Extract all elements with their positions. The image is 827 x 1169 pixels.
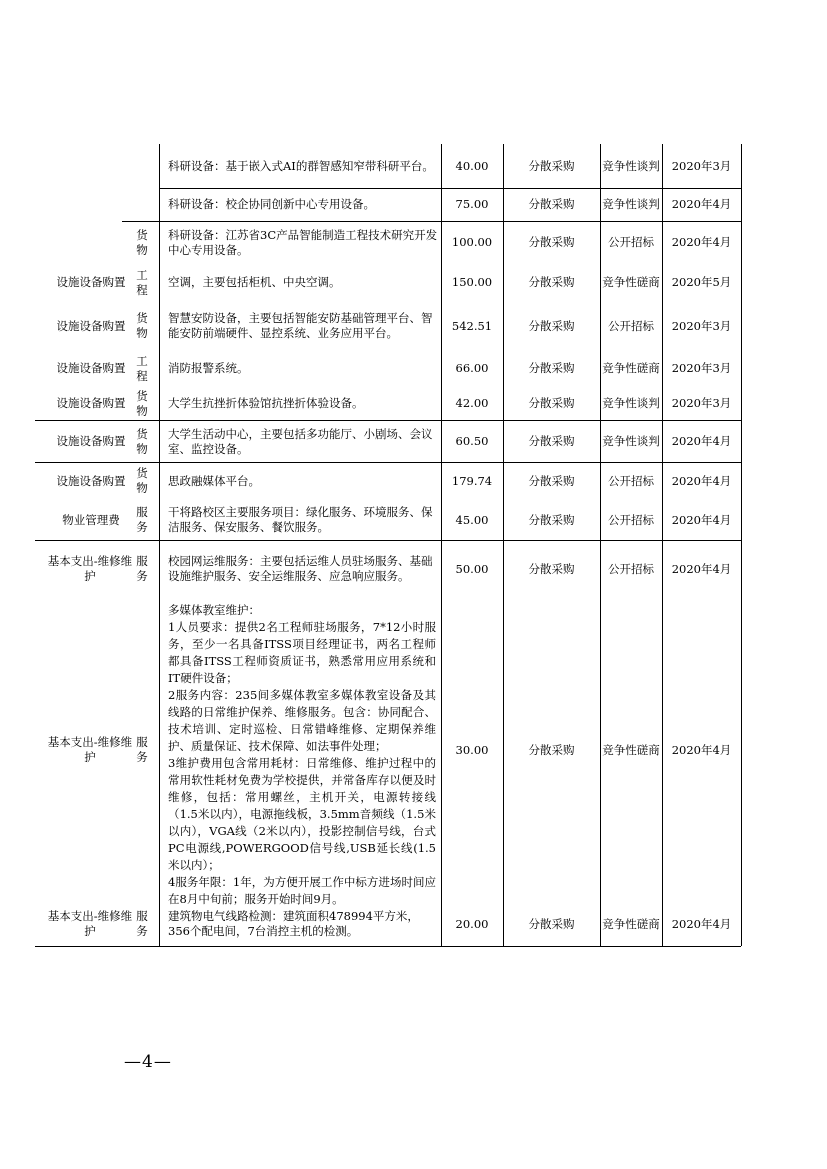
procurement-method-cell: 竞争性磋商 xyxy=(602,742,660,757)
category-char: 程 xyxy=(136,368,148,383)
category-char: 务 xyxy=(136,750,148,764)
procurement-method-cell: 公开招标 xyxy=(608,473,654,488)
table-row xyxy=(0,421,827,462)
procurement-org-cell: 分散采购 xyxy=(528,512,575,527)
category-char: 物 xyxy=(136,481,148,495)
procurement-method-cell: 竞争性谈判 xyxy=(602,396,660,410)
category-cell xyxy=(128,145,156,188)
project-name-cell: 设施设备购置 xyxy=(56,318,126,333)
amount-cell: 30.00 xyxy=(455,742,489,757)
time-cell: 2020年3月 xyxy=(671,159,732,173)
procurement-method-cell: 公开招标 xyxy=(608,318,654,333)
table-row xyxy=(0,145,827,188)
item-description-cell: 消防报警系统。 xyxy=(168,361,249,375)
category-char: 货 xyxy=(136,426,148,441)
time-cell: 2020年3月 xyxy=(671,396,732,410)
procurement-org-cell: 分散采购 xyxy=(528,318,575,333)
amount-cell: 66.00 xyxy=(455,361,489,375)
grid-line xyxy=(35,946,741,947)
page-number: —4— xyxy=(124,1052,172,1072)
table-row xyxy=(0,546,827,592)
category-char: 工 xyxy=(136,267,148,282)
project-name-cell: 基本支出-维修维护 xyxy=(47,554,133,583)
category-char: 务 xyxy=(136,520,148,534)
category-cell xyxy=(128,421,156,462)
category-char: 务 xyxy=(136,569,148,583)
amount-cell: 100.00 xyxy=(451,235,493,249)
project-name-cell: 设施设备购置 xyxy=(56,434,126,448)
table-row xyxy=(0,264,827,301)
category-cell xyxy=(128,264,156,301)
category-cell xyxy=(128,352,156,385)
item-description-cell: 校园网运维服务：主要包括运维人员驻场服务、基础设施维护服务、安全运维服务、应急响应服务。 xyxy=(168,554,433,583)
amount-cell: 150.00 xyxy=(451,275,493,289)
time-cell: 2020年4月 xyxy=(671,197,732,211)
amount-cell: 50.00 xyxy=(455,561,489,576)
item-description-cell: 干将路校区主要服务项目：绿化服务、环境服务、保洁服务、保安服务、餐饮服务。 xyxy=(168,505,433,534)
table-row xyxy=(0,303,827,349)
description-line: 3维护费用包含常用耗材：日常维修、维护过程中的常用软性耗材免费为学校提供，并常备库存以便及时维修，包括：常用螺丝，主机开关，电源转接线（1.5米以内），电源拖线板，3.5mm音频线（1.5米以内），VGA线（2米以内），投影控制信号线，台式PC电源线,POWERGOOD信号线,USB延长线(1.5米以内）； xyxy=(168,756,436,872)
procurement-method-cell: 竞争性谈判 xyxy=(602,434,660,448)
category-char: 物 xyxy=(136,441,148,456)
project-name-cell: 设施设备购置 xyxy=(56,275,126,289)
procurement-org-cell: 分散采购 xyxy=(528,561,575,576)
multimedia-maintenance-description xyxy=(168,602,436,908)
table-row xyxy=(0,500,827,540)
category-char: 服 xyxy=(136,735,148,749)
project-name-cell: 基本支出-维修维护 xyxy=(47,735,133,764)
procurement-method-cell: 公开招标 xyxy=(608,235,654,249)
project-name-cell: 设施设备购置 xyxy=(56,396,126,410)
procurement-org-cell: 分散采购 xyxy=(528,742,575,757)
category-char: 服 xyxy=(136,554,148,568)
time-cell: 2020年5月 xyxy=(671,275,732,289)
procurement-org-cell: 分散采购 xyxy=(528,473,575,488)
category-cell xyxy=(128,600,156,900)
description-line: 多媒体教室维护： xyxy=(168,603,260,617)
category-char: 物 xyxy=(136,403,148,418)
time-cell: 2020年4月 xyxy=(671,742,732,757)
procurement-org-cell: 分散采购 xyxy=(528,916,575,931)
project-name-cell: 设施设备购置 xyxy=(56,473,126,488)
amount-cell: 42.00 xyxy=(455,396,489,410)
category-char: 服 xyxy=(136,505,148,519)
procurement-org-cell: 分散采购 xyxy=(528,396,575,410)
project-name-cell: 设施设备购置 xyxy=(56,361,126,375)
description-line: 1人员要求：提供2名工程师驻场服务，7*12小时服务，至少一名具备ITSS项目经理证书，两名工程师都具备ITSS工程师资质证书，熟悉常用应用系统和IT硬件设备； xyxy=(168,620,436,685)
table-row xyxy=(0,387,827,420)
amount-cell: 45.00 xyxy=(455,512,489,527)
category-char: 货 xyxy=(136,388,148,403)
category-char: 货 xyxy=(136,466,148,480)
category-cell xyxy=(128,188,156,221)
amount-cell: 179.74 xyxy=(451,473,493,488)
table-row xyxy=(0,188,827,221)
category-char: 服 xyxy=(136,909,148,923)
amount-cell: 20.00 xyxy=(455,916,489,931)
time-cell: 2020年4月 xyxy=(671,473,732,488)
item-description-cell: 大学生活动中心，主要包括多功能厅、小剧场、会议室、监控设备。 xyxy=(168,426,433,456)
time-cell: 2020年3月 xyxy=(671,318,732,333)
category-cell xyxy=(128,303,156,349)
category-char: 程 xyxy=(136,282,148,297)
item-description-cell: 科研设备：校企协同创新中心专用设备。 xyxy=(168,197,375,211)
procurement-method-cell: 竞争性磋商 xyxy=(602,361,660,375)
item-description-cell: 大学生抗挫折体验馆抗挫折体验设备。 xyxy=(168,396,364,410)
table-row xyxy=(0,352,827,385)
category-cell xyxy=(128,387,156,420)
amount-cell: 40.00 xyxy=(455,159,489,173)
item-description-cell: 思政融媒体平台。 xyxy=(168,473,260,488)
category-cell xyxy=(128,500,156,540)
procurement-org-cell: 分散采购 xyxy=(528,275,575,289)
procurement-method-cell: 公开招标 xyxy=(608,512,654,527)
category-char: 货 xyxy=(136,311,148,325)
amount-cell: 75.00 xyxy=(455,197,489,211)
procurement-method-cell: 竞争性磋商 xyxy=(602,275,660,289)
project-name-cell: 基本支出-维修维护 xyxy=(47,909,133,938)
item-description-cell: 空调，主要包括柜机、中央空调。 xyxy=(168,275,341,289)
procurement-method-cell: 公开招标 xyxy=(608,561,654,576)
category-cell xyxy=(128,902,156,946)
procurement-org-cell: 分散采购 xyxy=(528,361,575,375)
procurement-org-cell: 分散采购 xyxy=(528,197,575,211)
time-cell: 2020年4月 xyxy=(671,561,732,576)
category-char: 物 xyxy=(136,242,148,257)
item-description-cell: 科研设备：江苏省3C产品智能制造工程技术研究开发中心专用设备。 xyxy=(168,227,438,257)
description-line: 4服务年限：1年，为方便开展工作中标方进场时间应在8月中旬前；服务开始时间9月。 xyxy=(168,875,436,906)
time-cell: 2020年4月 xyxy=(671,434,732,448)
category-cell xyxy=(128,546,156,592)
item-description-cell: 科研设备：基于嵌入式AI的群智感知窄带科研平台。 xyxy=(168,159,434,173)
category-cell xyxy=(128,463,156,499)
time-cell: 2020年4月 xyxy=(671,916,732,931)
amount-cell: 542.51 xyxy=(451,318,493,333)
table-row xyxy=(0,463,827,499)
table-row xyxy=(0,902,827,946)
category-char: 货 xyxy=(136,227,148,242)
category-char: 工 xyxy=(136,353,148,368)
time-cell: 2020年3月 xyxy=(671,361,732,375)
project-name-cell: 物业管理费 xyxy=(62,512,120,527)
table-row xyxy=(0,221,827,264)
procurement-method-cell: 竞争性谈判 xyxy=(602,159,660,173)
time-cell: 2020年4月 xyxy=(671,512,732,527)
category-char: 务 xyxy=(136,924,148,938)
procurement-org-cell: 分散采购 xyxy=(528,159,575,173)
grid-line xyxy=(35,540,741,541)
category-cell xyxy=(128,221,156,264)
item-description-cell: 建筑物电气线路检测：建筑面积478994平方米，356个配电间，7台消控主机的检测。 xyxy=(168,909,419,938)
procurement-method-cell: 竞争性磋商 xyxy=(602,916,660,931)
procurement-method-cell: 竞争性谈判 xyxy=(602,197,660,211)
category-char: 物 xyxy=(136,326,148,340)
item-description-cell: 智慧安防设备，主要包括智能安防基础管理平台、智能安防前端硬件、显控系统、业务应用平台。 xyxy=(168,311,433,340)
procurement-org-cell: 分散采购 xyxy=(528,235,575,249)
description-line: 2服务内容：235间多媒体教室多媒体教室设备及其线路的日常维护保养、维修服务。包含：协同配合、技术培训、定时巡检、日常错峰维修、定期保养维护、质量保证、技术保障、如法事件处理； xyxy=(168,688,436,753)
time-cell: 2020年4月 xyxy=(671,235,732,249)
amount-cell: 60.50 xyxy=(455,434,489,448)
procurement-org-cell: 分散采购 xyxy=(528,434,575,448)
